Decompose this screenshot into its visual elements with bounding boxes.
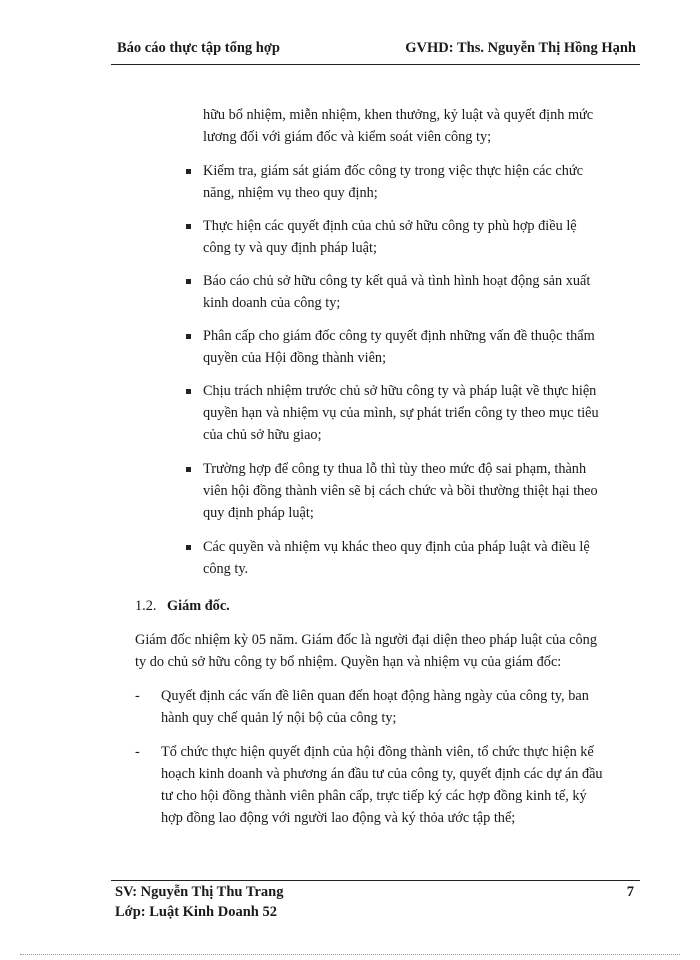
bullet-line: Phân cấp cho giám đốc công ty quyết định những vấn đề thuộc thẩm bbox=[203, 328, 595, 344]
dash-marker: - bbox=[135, 744, 140, 760]
dash-line: hành quy chế quản lý nội bộ của công ty; bbox=[161, 710, 397, 726]
square-bullet-icon bbox=[186, 169, 191, 174]
square-bullet-icon bbox=[186, 224, 191, 229]
page-edge bbox=[20, 954, 680, 955]
page-header bbox=[111, 40, 640, 62]
footer-rule bbox=[111, 880, 640, 881]
text-line: lương đối với giám đốc và kiểm soát viên công ty; bbox=[203, 129, 492, 145]
square-bullet-icon bbox=[186, 467, 191, 472]
bullet-line: quyền của Hội đồng thành viên; bbox=[203, 350, 387, 366]
page-number: 7 bbox=[626, 884, 634, 900]
bullet-line: quyền hạn và nhiệm vụ của mình, sự phát triển công ty theo mục tiêu bbox=[203, 405, 599, 421]
student-name: SV: Nguyễn Thị Thu Trang bbox=[115, 884, 284, 900]
bullet-line: kinh doanh của công ty; bbox=[203, 295, 341, 311]
dash-line: tư cho hội đồng thành viên phân cấp, trực tiếp ký các hợp đồng kinh tế, ký bbox=[161, 788, 587, 804]
section-number: 1.2. bbox=[135, 598, 157, 614]
bullet-line: Thực hiện các quyết định của chủ sở hữu công ty phù hợp điều lệ bbox=[203, 218, 577, 234]
class-name: Lớp: Luật Kinh Doanh 52 bbox=[115, 904, 277, 920]
square-bullet-icon bbox=[186, 389, 191, 394]
dash-marker: - bbox=[135, 688, 140, 704]
dash-line: Tổ chức thực hiện quyết định của hội đồng thành viên, tổ chức thực hiện kế bbox=[161, 744, 594, 760]
dash-line: hoạch kinh doanh và phương án đầu tư của công ty, quyết định các dự án đầu bbox=[161, 766, 603, 782]
bullet-line: Trường hợp để công ty thua lỗ thì tùy theo mức độ sai phạm, thành bbox=[203, 461, 587, 477]
bullet-line: Kiểm tra, giám sát giám đốc công ty trong việc thực hiện các chức bbox=[203, 163, 583, 179]
bullet-line: năng, nhiệm vụ theo quy định; bbox=[203, 185, 378, 201]
dash-line: hợp đồng lao động với người lao động và ký thỏa ước tập thể; bbox=[161, 810, 516, 826]
text-line: hữu bổ nhiệm, miễn nhiệm, khen thưởng, kỷ luật và quyết định mức bbox=[203, 107, 594, 123]
advisor-name: GVHD: Ths. Nguyễn Thị Hồng Hạnh bbox=[405, 40, 636, 56]
paragraph-line: Giám đốc nhiệm kỳ 05 năm. Giám đốc là người đại diện theo pháp luật của công bbox=[135, 632, 597, 648]
square-bullet-icon bbox=[186, 334, 191, 339]
report-title: Báo cáo thực tập tổng hợp bbox=[117, 40, 280, 56]
bullet-line: công ty và quy định pháp luật; bbox=[203, 240, 377, 256]
bullet-line: quy định pháp luật; bbox=[203, 505, 314, 521]
square-bullet-icon bbox=[186, 279, 191, 284]
bullet-line: viên hội đồng thành viên sẽ bị cách chức và bồi thường thiệt hại theo bbox=[203, 483, 598, 499]
section-title: Giám đốc. bbox=[167, 598, 230, 614]
square-bullet-icon bbox=[186, 545, 191, 550]
paragraph-line: ty do chủ sở hữu công ty bổ nhiệm. Quyền hạn và nhiệm vụ của giám đốc: bbox=[135, 654, 562, 670]
bullet-line: Chịu trách nhiệm trước chủ sở hữu công ty và pháp luật về thực hiện bbox=[203, 383, 597, 399]
bullet-line: Báo cáo chủ sở hữu công ty kết quả và tình hình hoạt động sản xuất bbox=[203, 273, 591, 289]
bullet-line: của chủ sở hữu giao; bbox=[203, 427, 322, 443]
bullet-line: công ty. bbox=[203, 561, 249, 577]
dash-line: Quyết định các vấn đề liên quan đến hoạt động hàng ngày của công ty, ban bbox=[161, 688, 589, 704]
bullet-line: Các quyền và nhiệm vụ khác theo quy định của pháp luật và điều lệ bbox=[203, 539, 590, 555]
header-rule bbox=[111, 64, 640, 65]
